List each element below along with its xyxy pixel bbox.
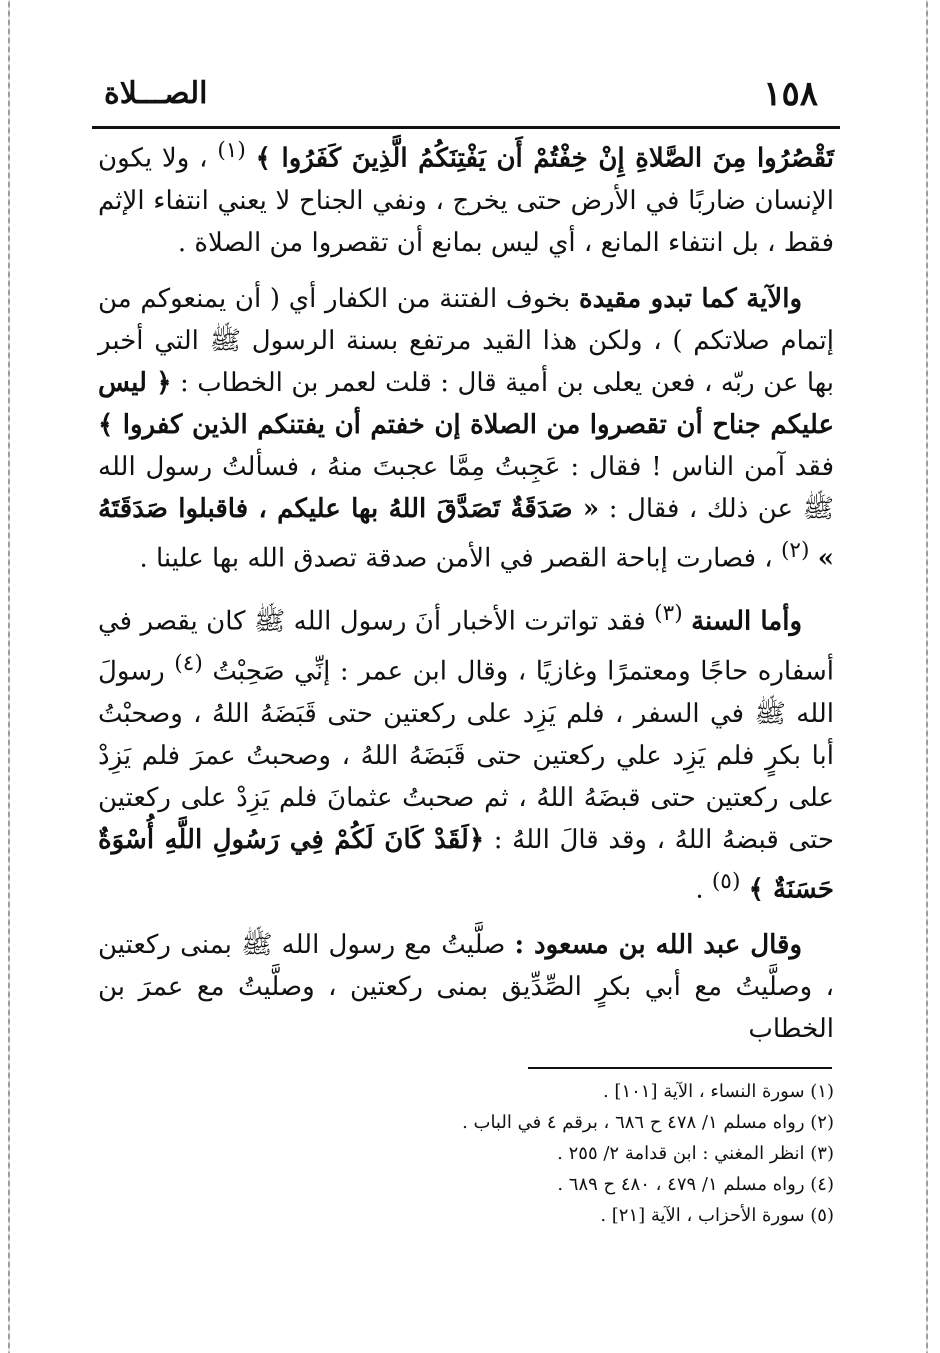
quran-verse-continuation: تَقْصُرُوا مِنَ الصَّلاةِ إِنْ خِفْتُمْ أَن يَفْتِنَكُمُ الَّذِينَ كَفَرُوا ﴾ — [255, 143, 835, 174]
page-number: ١٥٨ — [763, 74, 818, 114]
right-margin-dots — [926, 0, 928, 1353]
footnotes — [98, 1076, 834, 1231]
left-margin-dots — [8, 0, 10, 1353]
footnote-3: (٣) انظر المغني : ابن قدامة ٢/ ٢٥٥ . — [557, 1143, 834, 1164]
paragraph-2 — [98, 278, 834, 580]
footnote-ref-2: (٢) — [780, 537, 810, 563]
quran-quote-2: ﴿لَقَدْ كَانَ لَكُمْ فِي رَسُولِ اللَّهِ أُسْوَةٌ حَسَنَةٌ ﴾ — [98, 824, 834, 905]
paragraph-3-text-a: فقد تواترت الأخبار أنَ رسول الله ﷺ كان يقصر في أسفاره حاجًا ومعتمرًا وغازيًا ، وقال ابن عمر : إنِّي صَحِبْتُ — [98, 606, 835, 687]
footnote-rule — [528, 1067, 832, 1069]
footnote-ref-3: (٣) — [654, 601, 683, 627]
footnote-1: (١) سورة النساء ، الآية [١٠١] . — [602, 1081, 834, 1102]
body-text — [98, 130, 834, 1064]
paragraph-3-lead: وأما السنة — [691, 606, 803, 637]
paragraph-4-lead: وقال عبد الله بن مسعود : — [514, 930, 803, 961]
paragraph-4-text: صلَّيتُ مع رسول الله ﷺ بمنى ركعتين ، وصلَّيتُ مع أبي بكرٍ الصِّدِّيق بمنى ركعتين ، وصلَّيتُ مع عمرَ بن الخطاب — [98, 930, 834, 1045]
page-header — [92, 70, 840, 120]
paragraph-1-text: ، ولا يكون الإنسان ضاربًا في الأرض حتى يخرج ، ونفي الجناح لا يعني انتفاء الإثم فقط ، بل انتفاء المانع ، أي ليس بمانع أن تقصروا من الصلاة . — [98, 143, 834, 258]
paragraph-2-lead: والآية كما تبدو مقيدة — [578, 283, 803, 314]
footnote-2: (٢) رواه مسلم ١/ ٤٧٨ ح ٦٨٦ ، برقم ٤ في الباب . — [462, 1112, 834, 1133]
footnote-ref-5: (٥) — [711, 868, 741, 894]
quran-quote: ﴿ ليس عليكم جناح أن تقصروا من الصلاة إن خفتم أن يفتنكم الذين كفروا ﴾ — [98, 367, 834, 440]
paragraph-2-text-a: بخوف الفتنة من الكفار أي ( أن يمنعوكم من إتمام صلاتكم ) ، ولكن هذا القيد مرتفع بسنة الرسول ﷺ التي أخبر بها عن ربّه ، فعن يعلى بن أمية قال : قلت لعمر بن الخطاب : — [98, 283, 835, 398]
paragraph-3-end: . — [695, 874, 704, 905]
header-rule — [92, 126, 840, 129]
paragraph-3 — [98, 593, 834, 910]
footnote-4: (٤) رواه مسلم ١/ ٤٧٩ ، ٤٨٠ ح ٦٨٩ . — [557, 1174, 834, 1195]
chapter-title: الصـــلاة — [104, 76, 208, 111]
paragraph-2-text-b: فقد آمن الناس ! فقال : عَجِبتُ مِمَّا عجبتَ منهُ ، فسألتُ رسول الله ﷺ عن ذلك ، فقال : — [98, 451, 834, 524]
footnote-ref-4: (٤) — [174, 650, 203, 676]
footnote-ref-1: (١) — [217, 138, 246, 163]
footnote-5: (٥) سورة الأحزاب ، الآية [٢١] . — [600, 1205, 834, 1226]
hadith-quote: « صَدَقَةٌ تَصَدَّقَ اللهُ بها عليكم ، فاقبلوا صَدَقَتَهُ » — [98, 493, 834, 574]
paragraph-4 — [98, 924, 834, 1050]
book-page — [92, 0, 840, 1353]
paragraph-2-text-c: ، فصارت إباحة القصر في الأمن صدقة تصدق الله بها علينا . — [139, 543, 773, 574]
paragraph-3-text-b: رسولَ الله ﷺ في السفر ، فلم يَزِد على ركعتين حتى قَبَضَهُ اللهُ ، وصحبْتُ أبا بكرٍ فلم يَزِد علي ركعتين حتى قَبَضَهُ اللهُ ، وصحبتُ عمرَ فلم يَزِدْ على ركعتين حتى قبضَهُ اللهُ ، ثم صحبتُ عثمانَ فلم يَزِدْ على ركعتين حتى قبضهُ اللهُ ، وقد قالَ اللهُ : — [98, 656, 835, 855]
paragraph-1 — [98, 130, 834, 264]
